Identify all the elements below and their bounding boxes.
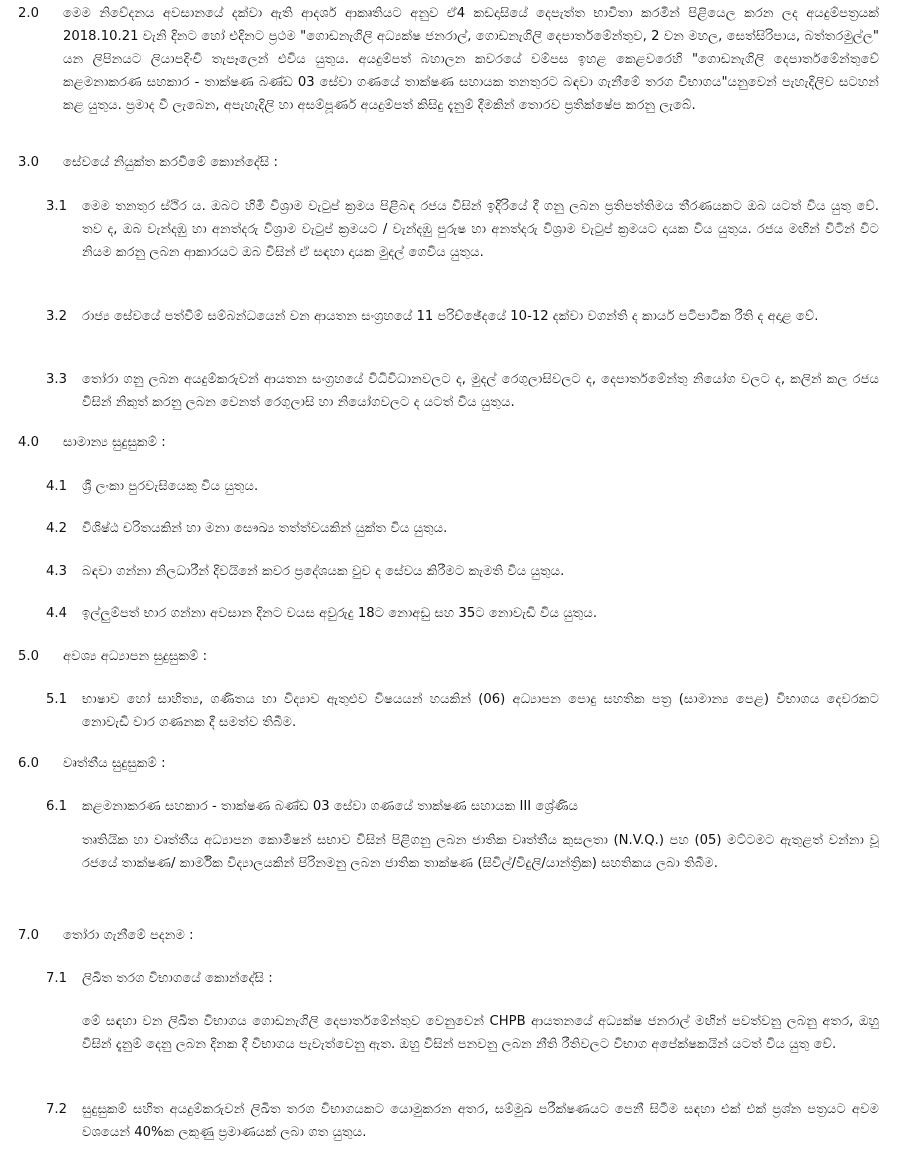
item-text: මෙම තනතුර ස්ථිර ය. ඔබට හිමි විශ්‍රාම වැටුප් ක්‍රමය පිළිබඳ රජය විසින් ඉදිරියේ දී ගනු ලබන ප්‍රතිපත්තිමය තීරණයකට ඔබ යටත් විය යුතු වේ. තව ද, ඔබ වැන්දඹු හා අනත්දරු විශ්‍රාම වැටුප් ක්‍රමයට / වැන්දඹු පුරුෂ හා අනත්දරු විශ්‍රාම වැටුප් ක්‍රමයට දායක විය යුතුය. රජය මඟින් විටින් විට නියම කරනු ලබන ආකාරයට ඔබ විසින් ඒ සඳහා දායක මුදල් ගෙවිය යුතුය.	[82, 199, 879, 260]
item-number: 6.1	[46, 799, 67, 814]
item-text: ලිඛිත තරග විභාගයේ කොන්දේසි :	[82, 971, 273, 986]
item-text: කළමනාකරණ සහකාර - තාක්ෂණ බණ්ඩ 03 සේවා ගණයේ තාක්ෂණ සහායක III ශ්‍රේණිය	[82, 799, 579, 814]
section-heading: සේවයේ නියුක්ත කරවීමේ කොන්දේසි :	[63, 155, 278, 170]
section-number: 6.0	[18, 756, 39, 771]
item-text: තෝරා ගනු ලබන අයදුම්කරුවන් ආයතන සංග්‍රහයේ විධිවිධානවලට ද, මුදල් රෙගුලාසිවලට ද, දෙපාර්තමේන්තු නියෝග වලට ද, කලින් කල රජය විසින් නිකුත් කරනු ලබන වෙනත් රෙගුලාසි හා නියෝගවලට ද යටත් විය යුතුය.	[82, 372, 879, 410]
item-number: 4.3	[46, 564, 67, 579]
section-paragraph: තෘතියික හා වෘත්තීය අධ්‍යාපන කොමිෂන් සභාව විසින් පිළිගනු ලබන ජාතික වෘත්තීය කුසලතා (N.V.Q.) පහ (05) මට්ටමට ඇතුළත් වන්නා වූ රජයේ තාක්ෂණ/ කාර්මික විද්‍යාලයකින් පිරිනමනු ලබන ජාතික තාක්ෂණ (සිවිල්/විදුලි/යාන්ත්‍රික) සහතිකය ලබා තිබීම.	[82, 833, 879, 871]
item-number: 7.2	[46, 1102, 67, 1117]
item-text: රාජ්‍ය සේවයේ පත්වීම් සම්බන්ධයෙන් වන ආයතන සංග්‍රහයේ 11 පරිච්ඡේදයේ 10-12 දක්වා වගන්ති ද කාර්ය පටිපාටික රීති ද අදාළ වේ.	[82, 309, 819, 324]
item-number: 4.4	[46, 606, 67, 621]
item-number: 4.2	[46, 521, 67, 536]
section-heading: අවශ්‍ය අධ්‍යාපන සුදුසුකම් :	[63, 649, 208, 664]
section-heading: වෘත්තීය සුදුසුකම් :	[63, 756, 166, 771]
item-number: 4.1	[46, 479, 67, 494]
item-text: ඉල්ලුම්පත් භාර ගන්නා අවසාන දිනට වයස අවුරුදු 18ට නොඅඩු සහ 35ට නොවැඩි විය යුතුය.	[82, 606, 598, 621]
section-number: 2.0	[18, 6, 39, 21]
item-number: 3.3	[46, 372, 67, 387]
section-paragraph: මේ සඳහා වන ලිඛිත විභාගය ගොඩනැගිලි දෙපාර්තමේන්තුව වෙනුවෙන් CHPB ආයතනයේ අධ්‍යක්ෂ ජනරාල් මඟින් පවත්වනු ලබනු අතර, ඔහු විසින් දැනුම් දෙනු ලබන දිනක දී විභාගය පැවැත්වෙනු ඇත. ඔහු විසින් පනවනු ලබන නීති රීතිවලට විභාග අපේක්ෂකයින් යටත් විය යුතු වේ.	[82, 1014, 879, 1052]
item-text: විශිෂ්ඨ චරිතයකින් හා මනා සෞඛ්‍ය තත්ත්වයකින් යුක්ත විය යුතුය.	[82, 521, 448, 536]
section-heading: සාමාන්‍ය සුදුසුකම් :	[63, 435, 166, 450]
section-heading: තෝරා ගැනීමේ පදනම :	[63, 928, 194, 943]
item-number: 3.2	[46, 309, 67, 324]
section-number: 4.0	[18, 435, 39, 450]
section-number: 3.0	[18, 155, 39, 170]
item-text: සුදුසුකම් සහිත අයදුම්කරුවන් ලිඛිත තරග විභාගයකට යොමුකරන අතර, සම්මුඛ පරීක්ෂණයට පෙනී සිටීම සඳහා එක් එක් ප්‍රශ්න පත්‍රයට අවම වශයෙන් 40%ක ලකුණු ප්‍රමාණයක් ලබා ගත යුතුය.	[82, 1102, 879, 1140]
section-number: 7.0	[18, 928, 39, 943]
item-text: භාෂාව හෝ සාහිත්‍ය, ගණිතය හා විද්‍යාව ඇතුළුව විෂයයන් හයකින් (06) අධ්‍යාපන පොදු සහතික පත්‍ර (සාමාන්‍ය පෙළ) විභාගය දෙවරකට නොවැඩි වාර ගණනක දී සමත්ව තිබීම.	[82, 692, 879, 730]
item-number: 3.1	[46, 199, 67, 214]
item-number: 5.1	[46, 692, 67, 707]
item-text: බඳවා ගන්නා නිලධාරීන් දිවයිනේ කවර ප්‍රදේශයක වුව ද සේවය කිරීමට කැමති විය යුතුය.	[82, 564, 565, 579]
section-number: 5.0	[18, 649, 39, 664]
item-number: 7.1	[46, 971, 67, 986]
section-paragraph: මෙම නිවේදනය අවසානයේ දක්වා ඇති ආදර්ශ ආකෘතියට අනුව ඒ4 කඩදාසියේ දෙපැත්ත භාවිතා කරමින් පිළියෙල කරන ලද අයදුම්පත්‍රයක් 2018.10.21 වැනි දිනට හෝ එදිනට ප්‍රථම "ගොඩනැගිලි අධ්‍යක්ෂ ජනරාල්, ගොඩනැගිලි දෙපාර්තමේන්තුව, 2 වන මහල, සෙත්සිරිපාය, බත්තරමුල්ල" යන ලිපිනයට ලියාපදිංචි තැපෑලෙන් එවිය යුතුය. අයදුම්පත් බහාලන කවරයේ වම්පස ඉහළ කෙළවරෙහි "ගොඩනැගිලි දෙපාර්තමේන්තුවේ කළමනාකරණ සහකාර - තාක්ෂණ බණ්ඩ 03 සේවා ගණයේ තාක්ෂණ සහායක තනතුරට බඳවා ගැනීමේ තරග විභාගය"යනුවෙන් පැහැදිලිව සටහන් කළ යුතුය. ප්‍රමාද වී ලැබෙන, අපැහැදිලි හා අසම්පූර්ණ අයදුම්පත් කිසිදු දැනුම් දීමකින් තොරව ප්‍රතික්ෂේප කරනු ලැබේ.	[63, 6, 879, 113]
item-text: ශ්‍රී ලංකා පුරවැසියෙකු විය යුතුය.	[82, 479, 259, 494]
